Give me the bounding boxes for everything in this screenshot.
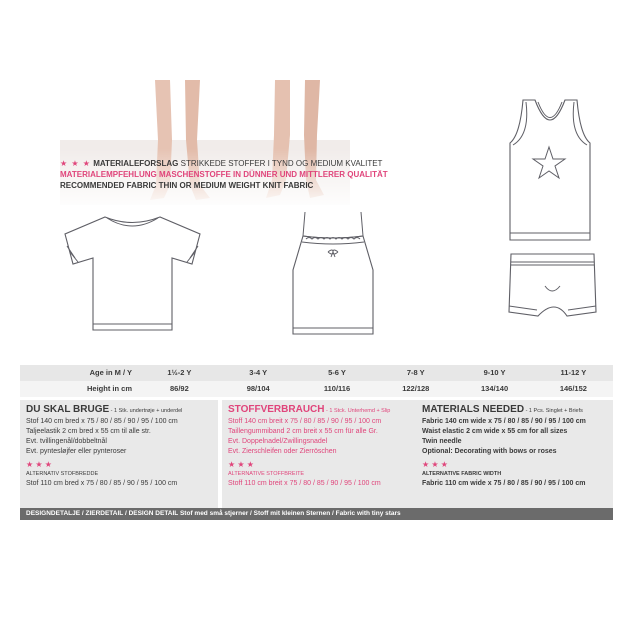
english-alt-label: ALTERNATIVE FABRIC WIDTH	[422, 471, 502, 477]
danish-line: Evt. tvillingenål/dobbeltnål	[26, 438, 107, 445]
star-rating-icon: ★ ★ ★	[228, 460, 254, 469]
age-cell: 11-12 Y	[560, 368, 587, 377]
height-cell: 110/116	[323, 384, 351, 393]
english-heading: MATERIALS NEEDED	[422, 404, 525, 415]
camisole-illustration	[278, 210, 388, 340]
danish-line: Evt. pyntesløjfer eller pynteroser	[26, 448, 127, 455]
material-danish-label: MATERIALEFORSLAG	[93, 159, 179, 168]
briefs-illustration	[505, 250, 600, 322]
english-line: Waist elastic 2 cm wide x 55 cm for all sizes	[422, 428, 568, 435]
material-danish-text: STRIKKEDE STOFFER I TYND OG MEDIUM KVALITET	[180, 159, 383, 168]
material-line-german: MATERIALEMPFEHLUNG MASCHENSTOFFE IN DÜNNER UND MITTLERER QUALITÄT	[60, 170, 388, 179]
english-line: Fabric 140 cm wide x 75 / 80 / 85 / 90 / 95 / 100 cm	[422, 418, 586, 425]
english-title	[422, 404, 607, 417]
german-subheading: - 1 Stck. Unterhemd + Slip	[324, 408, 391, 414]
height-cell: 98/104	[246, 384, 270, 393]
material-recommendation	[60, 158, 400, 191]
height-cell: 86/92	[170, 384, 189, 393]
age-cell: 7-8 Y	[406, 368, 425, 377]
english-subheading: - 1 Pcs. Singlet + Briefs	[524, 408, 583, 414]
materials-danish	[20, 400, 218, 508]
english-alt-line: Fabric 110 cm wide x 75 / 80 / 85 / 90 / 95 / 100 cm	[422, 480, 586, 487]
material-line-danish	[60, 158, 400, 169]
materials-german	[222, 400, 420, 508]
german-title	[228, 404, 414, 417]
tshirt-illustration	[60, 212, 205, 337]
english-line: Twin needle	[422, 438, 462, 445]
danish-heading: DU SKAL BRUGE	[26, 404, 110, 415]
age-cell: 9-10 Y	[483, 368, 506, 377]
age-cell: 3-4 Y	[249, 368, 268, 377]
danish-title	[26, 404, 212, 417]
materials-english	[416, 400, 613, 508]
german-alt-label: ALTERNATIVE STOFFBREITE	[228, 471, 305, 477]
age-label: Age in M / Y	[89, 368, 132, 377]
english-line: Optional: Decorating with bows or roses	[422, 448, 557, 455]
star-rating-icon: ★ ★ ★	[60, 159, 91, 168]
singlet-illustration	[505, 95, 595, 245]
height-cell: 146/152	[559, 384, 587, 393]
german-alt-line: Stoff 110 cm breit x 75 / 80 / 85 / 90 / 95 / 100 cm	[228, 480, 381, 487]
height-cell: 122/128	[402, 384, 430, 393]
height-label: Height in cm	[86, 384, 132, 393]
german-line: Evt. Doppelnadel/Zwillingsnadel	[228, 438, 328, 445]
star-rating-icon: ★ ★ ★	[26, 460, 52, 469]
age-cell: 1½-2 Y	[167, 368, 192, 377]
german-line: Taillengummiband 2 cm breit x 55 cm für alle Gr.	[228, 428, 378, 435]
design-detail-footer: DESIGNDETALJE / ZIERDETAIL / DESIGN DETAIL Stof med små stjerner / Stoff mit kleinen Sternen / Fabric with tiny stars	[20, 508, 613, 520]
danish-line: Stof 140 cm bred x 75 / 80 / 85 / 90 / 95 / 100 cm	[26, 418, 178, 425]
german-line: Stoff 140 cm breit x 75 / 80 / 85 / 90 / 95 / 100 cm	[228, 418, 382, 425]
age-row	[20, 365, 613, 381]
size-table	[20, 365, 613, 397]
danish-alt-line: Stof 110 cm bred x 75 / 80 / 85 / 90 / 95 / 100 cm	[26, 480, 178, 487]
height-cell: 134/140	[481, 384, 509, 393]
age-cell: 5-6 Y	[328, 368, 346, 377]
height-row	[20, 381, 613, 397]
danish-alt-label: ALTERNATIV STOFBREDDE	[26, 471, 99, 477]
danish-line: Taljeelastik 2 cm bred x 55 cm til alle str.	[26, 428, 151, 435]
danish-subheading: - 1 Stk. undertrøje + underdel	[109, 408, 183, 414]
german-line: Evt. Zierschleifen oder Zierröschen	[228, 448, 337, 455]
material-line-english: RECOMMENDED FABRIC THIN OR MEDIUM WEIGHT KNIT FABRIC	[60, 181, 314, 190]
german-heading: STOFFVERBRAUCH	[228, 404, 325, 415]
star-rating-icon: ★ ★ ★	[422, 460, 448, 469]
